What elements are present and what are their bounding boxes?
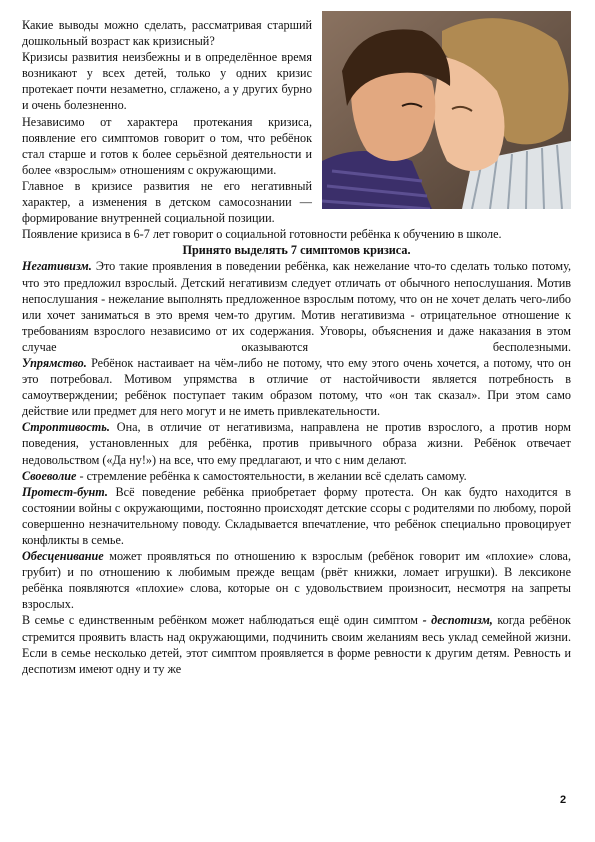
intro-paragraph-4: Появление кризиса в 6-7 лет говорит о социальной готовности ребёнка к обучению в школе. bbox=[22, 227, 502, 242]
symptom-text: Это такие проявления в поведении ребёнка, как нежелание что-то сделать только потому, что это предложил взрослый. Детский негативизм следует отличать от обычного непослушания. Мотив непослушания - нежелание выполнять предложенное взрослым потому, что он не хочет делать чего-либо или хочет заниматься в это время чем-то другим. Мотив негативизма - отрицательное отношение к требованиям взрослого независимо от их содержания. Уговоры, объяснения и даже наказания в этом случае оказываются бесполезными. bbox=[22, 259, 571, 354]
symptom-despotism bbox=[22, 612, 571, 676]
symptom-term: Своеволие bbox=[22, 468, 77, 483]
mother-and-son-photo-icon bbox=[322, 11, 571, 209]
symptom-negativism bbox=[22, 258, 571, 355]
symptoms-heading: Принято выделять 7 симптомов кризиса. bbox=[182, 243, 411, 258]
symptom-term: Протест-бунт. bbox=[22, 484, 108, 499]
symptom-text: - стремление ребёнка к самостоятельности, в желании всё сделать самому. bbox=[76, 468, 467, 483]
text-body bbox=[22, 17, 571, 677]
symptom-term: - деспотизм, bbox=[422, 613, 493, 628]
symptom-term: Негативизм. bbox=[22, 259, 92, 274]
intro-paragraph-1: Кризисы развития неизбежны и в определённое время возникают у всех детей, только у одних кризис протекает почти незаметно, сглажено, а у других бурно и очень болезненно. bbox=[22, 50, 312, 113]
symptom-self-will bbox=[22, 468, 571, 484]
intro-paragraph-2: Независимо от характера протекания кризиса, появление его симптомов говорит о том, что ребёнок стал старше и готов к более серьёзной деятельности и более «взрослым» отношениям с окружающими. bbox=[22, 114, 312, 177]
symptom-text: Она, в отличие от негативизма, направлена не против взрослого, а против норм поведения, установленных для ребёнка, против привычного образа жизни. Ребёнок отвечает недовольством («Да ну!») на все, что ему предлагают, и что с ним делают. bbox=[22, 420, 571, 467]
symptom-text: Ребёнок настаивает на чём-либо не потому, что ему этого очень хочется, а потому, что он это потребовал. Мотивом упрямства в отличие от настойчивости является потребность в самоутверждении; ребёнок поступает таким образом потому, что «он так сказал». При этом само действие или предмет для него могут и не иметь привлекательности. bbox=[22, 355, 571, 419]
symptom-protest bbox=[22, 484, 571, 548]
symptom-devaluation bbox=[22, 548, 571, 612]
intro-question: Какие выводы можно сделать, рассматривая старший дошкольный возраст как кризисный? bbox=[22, 18, 312, 49]
symptom-intro: В семье с единственным ребёнком может наблюдаться ещё один симптом bbox=[22, 613, 423, 628]
symptom-term: Упрямство. bbox=[22, 355, 87, 370]
symptom-text: может проявляться по отношению к взрослым (ребёнок говорит им «плохие» слова, грубит) и по отношению к любимым прежде вещам (рвёт книжки, ломает игрушки). В лексиконе ребёнка появляются «плохие» слова, которые он с удовольствием произносит, несмотря на запреты взрослых. bbox=[22, 549, 571, 612]
symptom-stubbornness bbox=[22, 355, 571, 419]
symptom-term: Строптивость. bbox=[22, 420, 110, 435]
page-number: 2 bbox=[560, 794, 567, 806]
photo-mother-and-son bbox=[322, 11, 571, 209]
intro-paragraph-3: Главное в кризисе развития не его негативный характер, а изменения в детском самосознании — формирование внутренней социальной позиции. bbox=[22, 178, 312, 226]
symptom-text: Всё поведение ребёнка приобретает форму протеста. Он как будто находится в состоянии войны с окружающими, постоянно происходят детские ссоры с родителями по любому, порой совершенно незначительному поводу. Складывается впечатление, что ребёнок специально провоцирует конфликты в семье. bbox=[22, 484, 571, 547]
symptom-term: Обесценивание bbox=[22, 549, 104, 564]
symptom-text: когда ребёнок стремится проявить власть над окружающими, подчинить своим желаниям весь уклад семейной жизни. Если в семье несколько детей, этот симптом проявляется в форме ревности к другим детям. Ревность и деспотизм имеют одну и ту же bbox=[22, 613, 571, 676]
symptom-obstinacy bbox=[22, 419, 571, 467]
